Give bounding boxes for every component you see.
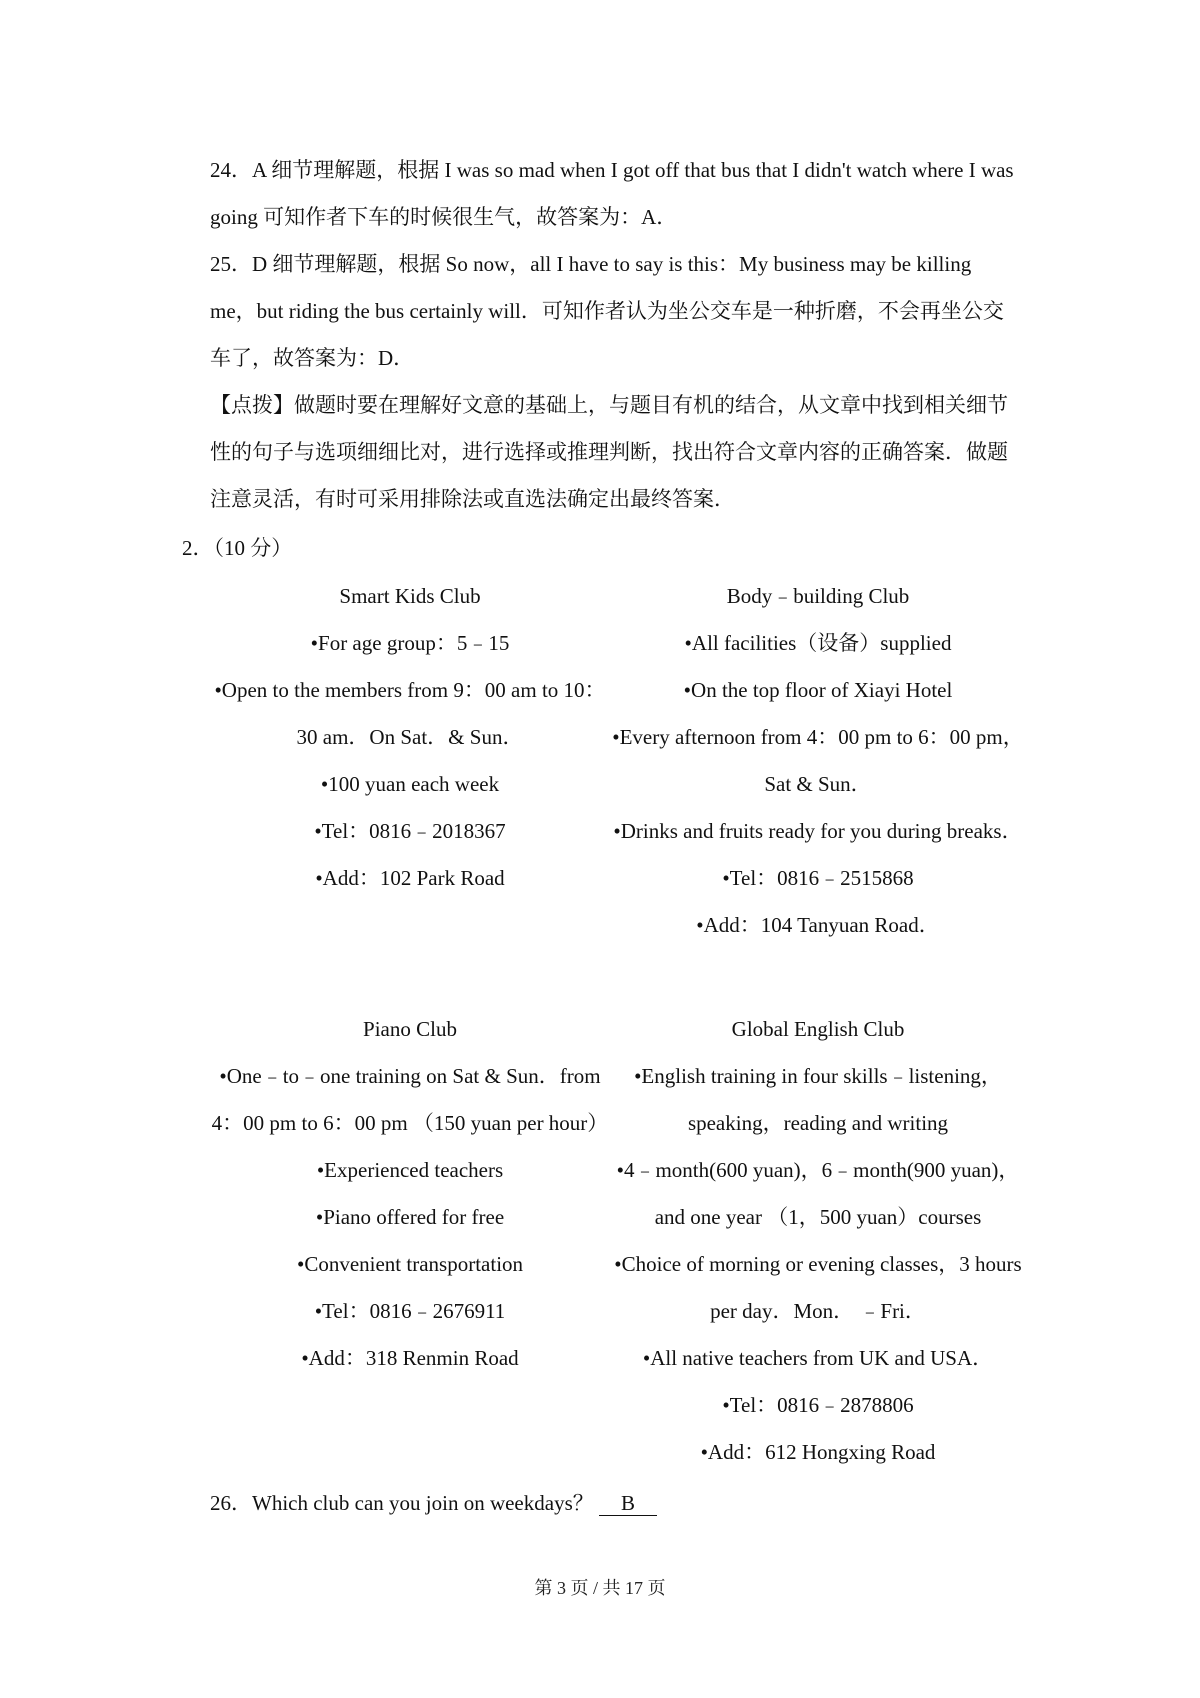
club-item: •Every afternoon from 4：00 pm to 6：00 pm，Sat & Sun． xyxy=(612,725,1024,796)
club-item: •Tel：0816﹣2018367 xyxy=(314,819,506,843)
global-english-club-ad xyxy=(612,1006,1024,1476)
club-item: •English training in four skills﹣listening，speaking，reading and writing xyxy=(634,1064,1002,1135)
club-item: •All native teachers from UK and USA． xyxy=(642,1346,994,1370)
page-footer: 第 3 页 / 共 17 页 xyxy=(534,1578,666,1598)
question-26 xyxy=(210,1480,657,1527)
club-item: •Open to the members from 9：00 am to 10：30 am．On Sat．& Sun． xyxy=(214,678,606,749)
smart-kids-club-ad xyxy=(205,573,615,902)
piano-club-ad xyxy=(205,1006,615,1382)
body-building-club-ad xyxy=(612,573,1024,949)
question-26-text: 26．Which club can you join on weekdays？ xyxy=(210,1491,594,1515)
club-item: •Add：104 Tanyuan Road． xyxy=(696,913,940,937)
club-item: •One﹣to﹣one training on Sat & Sun．from 4：00 pm to 6：00 pm （150 yuan per hour） xyxy=(211,1064,609,1135)
club-item: •Convenient transportation xyxy=(296,1252,524,1276)
club-title: Global English Club xyxy=(731,1017,905,1041)
answer-25-explanation: 25．D 细节理解题，根据 So now，all I have to say is this：My business may be killing me，but riding the bus certainly will．可知作者认为坐公交车是一种折磨，不会再坐公交车了，故答案为：D． xyxy=(210,252,1004,370)
club-item: •Tel：0816﹣2676911 xyxy=(314,1299,506,1323)
club-item: •Add：318 Renmin Road xyxy=(301,1346,519,1370)
club-item: •100 yuan each week xyxy=(320,772,500,796)
club-item: •Add：102 Park Road xyxy=(315,866,505,890)
question-number: 2．（10 分） xyxy=(182,536,293,560)
club-item: •On the top floor of Xiayi Hotel xyxy=(683,678,953,702)
club-item: •Drinks and fruits ready for you during breaks． xyxy=(613,819,1023,843)
club-item: •Tel：0816﹣2878806 xyxy=(722,1393,914,1417)
club-item: •Experienced teachers xyxy=(316,1158,504,1182)
club-title: Smart Kids Club xyxy=(339,584,481,608)
club-item: •Choice of morning or evening classes，3 hours per day．Mon． ﹣Fri． xyxy=(614,1252,1022,1323)
club-title: Piano Club xyxy=(363,1017,457,1041)
club-item: •Piano offered for free xyxy=(315,1205,505,1229)
club-item: •Tel：0816﹣2515868 xyxy=(722,866,914,890)
club-item: •All facilities（设备）supplied xyxy=(684,631,952,655)
club-title: Body﹣building Club xyxy=(726,584,910,608)
club-item: •For age group：5﹣15 xyxy=(310,631,510,655)
club-item: •4﹣month(600 yuan)，6﹣month(900 yuan)，and one year （1，500 yuan）courses xyxy=(616,1158,1020,1229)
tip-paragraph: 【点拨】做题时要在理解好文意的基础上，与题目有机的结合，从文章中找到相关细节性的句子与选项细细比对，进行选择或推理判断，找出符合文章内容的正确答案．做题注意灵活，有时可采用排除法或直选法确定出最终答案． xyxy=(210,393,1008,511)
answer-24-explanation: 24．A 细节理解题，根据 I was so mad when I got off that bus that I didn't watch where I was going 可知作者下车的时候很生气，故答案为：A． xyxy=(210,158,1014,229)
club-item: •Add：612 Hongxing Road xyxy=(700,1440,936,1464)
question-26-answer: B xyxy=(599,1491,657,1516)
